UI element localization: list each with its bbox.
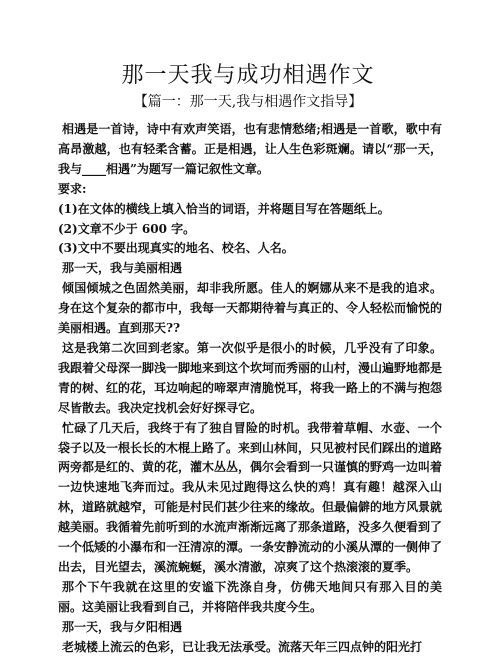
paragraph-requirement-3: (3)文中不要出现真实的地名、校名、人名。 <box>58 241 294 256</box>
essay-2-paragraph-1: 老城楼上流云的色彩，已让我无法承受。流落天年三四点钟的阳光打 <box>62 639 423 654</box>
paragraph-prompt: 相遇是一首诗，诗中有欢声笑语，也有悲情愁绪;相遇是一首歌，歌中有高昂激越，也有轻柔含蓄。正是相遇，让人生色彩斑斓。请以“那一天，我与____相遇”为题写一篇记叙性文章。 <box>58 122 442 176</box>
essay-1-paragraph-2: 这是我第二次回到老家。第一次似乎是很小的时候，几乎没有了印象。我跟着父母深一脚浅一脚地来到这个坎坷而秀丽的山村，漫山遍野地都是青的树、红的花，耳边响起的啼翠声清脆悦耳，将我一路上的不满与抱怨尽皆散去。我决定找机会好好探寻它。 <box>58 340 443 415</box>
paragraph-requirements-heading: 要求: <box>58 181 87 196</box>
essay-2-heading: 那一天，我与夕阳相遇 <box>62 619 183 634</box>
paragraph-requirement-1: (1)在文体的横线上填入恰当的词语，并将题目写在答题纸上。 <box>58 201 390 216</box>
essay-1-paragraph-3: 忙碌了几天后，我终于有了独自冒险的时机。我带着草帽、水壶、一个袋子以及一根长长的木棍上路了。来到山林间，只见被村民们踩出的道路两旁都是红的、黄的花，灌木丛丛，偶尔会看到一只谨慎的野鸡一边叫着一边快速地飞奔而过。我从未见过跑得这么快的鸡！真有趣！越深入山林，道路就越窄，可能是村民们甚少往来的缘故。但最偏僻的地方风景就越美丽。我循着先前听到的水流声渐渐远离了那条道路，没多久便看到了一个低矮的小瀑布和一汪清凉的潭。一条安静流动的小溪从潭的一侧伸了出去，目光望去，溪流蜿蜒，溪水清澈，凉爽了这个热滚滚的夏季。 <box>58 420 443 574</box>
essay-1-paragraph-4: 那个下午我就在这里的安谧下洗涤自身，仿佛天地间只有那入目的美丽。这美丽让我看到自己，并将陪伴我共度今生。 <box>58 579 442 614</box>
document-body <box>58 120 442 657</box>
essay-1-heading: 那一天，我与美丽相遇 <box>62 261 183 276</box>
essay-1-paragraph-1: 倾国倾城之色固然美丽，却非我所愿。佳人的婀娜从来不是我的追求。身在这个复杂的都市中，我每一天都期待着与真正的、令人轻松而愉悦的美丽相遇。直到那天?? <box>58 281 443 336</box>
document-subtitle: 【篇一：那一天,我与相遇作文指导】 <box>133 94 363 110</box>
document-title: 那一天我与成功相遇作文 <box>121 63 375 88</box>
paragraph-requirement-2: (2)文章不少于 600 字。 <box>58 221 196 236</box>
